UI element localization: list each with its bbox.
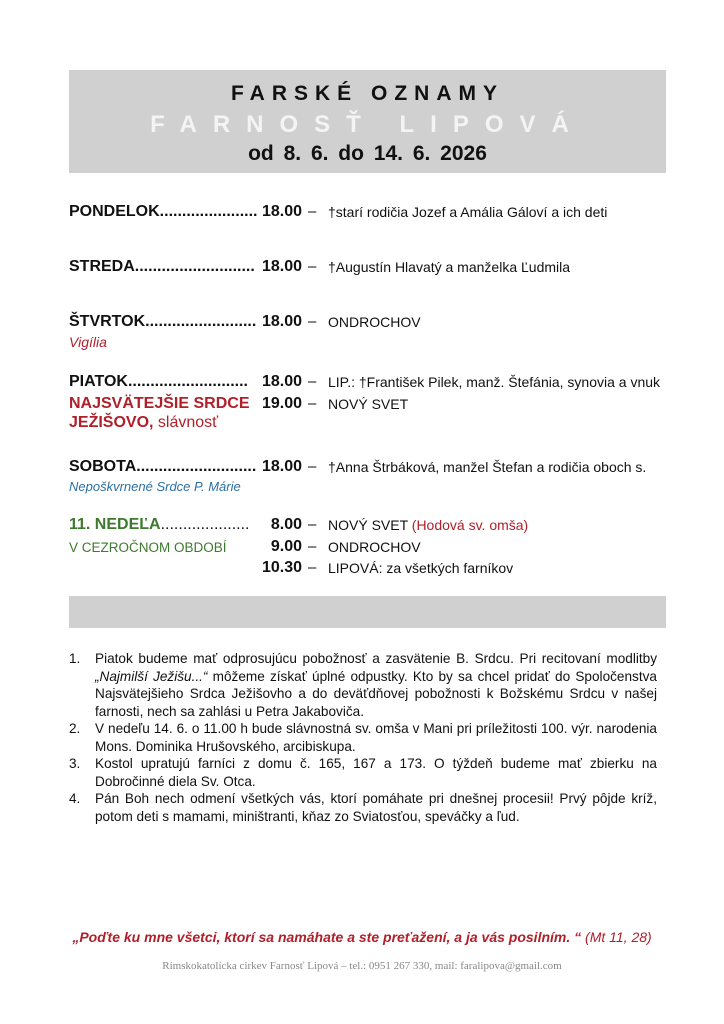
schedule-row-nedela-2 [69,538,669,560]
liturgical-note-srdce-marie: Nepoškvrnené Srdce P. Márie [69,479,241,494]
dash: – [308,258,317,275]
dash: – [308,559,317,576]
announcement-item [69,720,657,755]
dash: – [308,538,317,555]
mass-time: 9.00 [270,538,302,555]
quote-text: „Poďte ku mne všetci, ktorí sa namáhate a ste preťažení, a ja vás posilním. “ [72,929,582,945]
schedule-row-piatok [69,373,669,395]
announcement-text: Kostol upratujú farníci z domu č. 165, 167 a 173. O týždeň budeme mať zbierku na Dobročinné diela Sv. Otca. [95,756,657,789]
mass-time: 19.00 [261,395,302,412]
dash: – [308,395,317,412]
sunday-title: 11. NEDEĽA [69,516,161,533]
mass-intention: LIPOVÁ: za všetkých farníkov [328,560,514,576]
prayer-name: „Najmilší Ježišu...“ [95,668,208,684]
announcement-item [69,650,657,720]
mass-time: 10.30 [261,559,302,576]
mass-intention: ONDROCHOV [328,539,421,555]
liturgical-period: V CEZROČNOM OBDOBÍ [69,540,227,555]
mass-intention: ONDROCHOV [328,314,421,330]
announcement-number: 3. [69,756,81,771]
day-label: PONDELOK...................... [69,203,258,220]
page-title: FARSKÉ OZNAMY [230,82,504,105]
announcement-number: 4. [69,791,81,806]
day-label: SOBOTA........................... [69,458,257,475]
mass-time: 18.00 [261,203,302,220]
mass-intention [328,517,528,533]
mass-time: 8.00 [270,516,302,533]
mass-intention: †Augustín Hlavatý a manželka Ľudmila [328,259,571,275]
schedule-row-sobota [69,458,669,480]
intention-place: NOVÝ SVET [328,517,408,533]
mass-time: 18.00 [261,373,302,390]
mass-time: 18.00 [261,458,302,475]
dash: – [308,458,317,475]
dash: – [308,373,317,390]
dash: – [308,203,317,220]
dash: – [308,313,317,330]
mass-intention: NOVÝ SVET [328,396,409,412]
schedule-row-pondelok [69,203,669,225]
announcement-text: V nedeľu 14. 6. o 11.00 h bude slávnostná sv. omša v Mani pri príležitosti 100. výr. narodenia Mons. Dominika Hrušovského, arcibiskupa. [95,721,657,754]
announcement-text-cont: môžeme získať úplné odpustky. Kto by sa chcel pridať do Spoločenstva Najsvätejšieho Srdca Ježišovho a do deväťdňovej pobožnosti k Božskému Srdcu v našej farnosti, nech sa zahlási u Petra Jakaboviča. [95,668,657,719]
day-label: ŠTVRTOK......................... [69,313,257,330]
announcements-list [69,650,657,825]
mass-intention: LIP.: †František Pilek, manž. Štefánia, synovia a vnuk [328,374,661,390]
intention-extra: (Hodová sv. omša) [407,517,529,533]
announcement-item [69,790,657,825]
announcement-item [69,755,657,790]
section-divider-bar [69,596,666,628]
quote-ref-book: Mt [589,929,606,945]
schedule-row-stvrtok [69,313,669,335]
liturgical-note-vigilia: Vigília [69,334,107,350]
day-label: STREDA........................... [69,258,255,275]
announcement-text: Pán Boh nech odmení všetkých vás, ktorí pomáhate pri dnešnej procesii! Prvý pôjde kríž, potom deti s mamami, miništranti, kňaz zo Sviatosťou, speváčky a ľud. [95,791,657,824]
mass-intention: †starí rodičia Jozef a Amália Gáloví a ich deti [328,204,608,220]
dash: – [308,516,317,533]
feast-name: JEŽIŠOVO, [69,414,154,431]
quote-ref-verse: 11, 28) [605,929,652,945]
footer-contact: Rímskokatolícka cirkev Farnosť Lipová – tel.: 0951 267 330, mail: faralipova@gmail.com [162,960,562,972]
day-label [69,516,250,534]
quote-ref-open: ( [581,929,590,945]
schedule-row-streda [69,258,669,280]
header-banner [69,70,666,173]
parish-name: FARNOSŤ LIPOVÁ [150,111,585,138]
mass-time: 18.00 [261,313,302,330]
mass-intention: †Anna Štrbáková, manžel Štefan a rodičia oboch s. [328,459,647,475]
mass-time: 18.00 [261,258,302,275]
schedule-row-nedela [69,516,669,538]
bible-quote [0,929,724,945]
date-range: od 8. 6. do 14. 6. 2026 [248,142,487,165]
feast-subtitle [69,414,218,432]
feast-rank: slávnosť [153,414,219,431]
schedule-row-nedela-3 [69,559,669,581]
announcement-number: 2. [69,721,81,736]
day-label: PIATOK........................... [69,373,248,390]
day-dots: .................... [160,516,250,533]
feast-title: NAJSVÄTEJŠIE SRDCE [69,395,250,412]
announcement-number: 1. [69,651,81,666]
announcement-text: Piatok budeme mať odprosujúcu pobožnosť a zasvätenie B. Srdcu. Pri recitovaní modlitby [95,651,657,666]
